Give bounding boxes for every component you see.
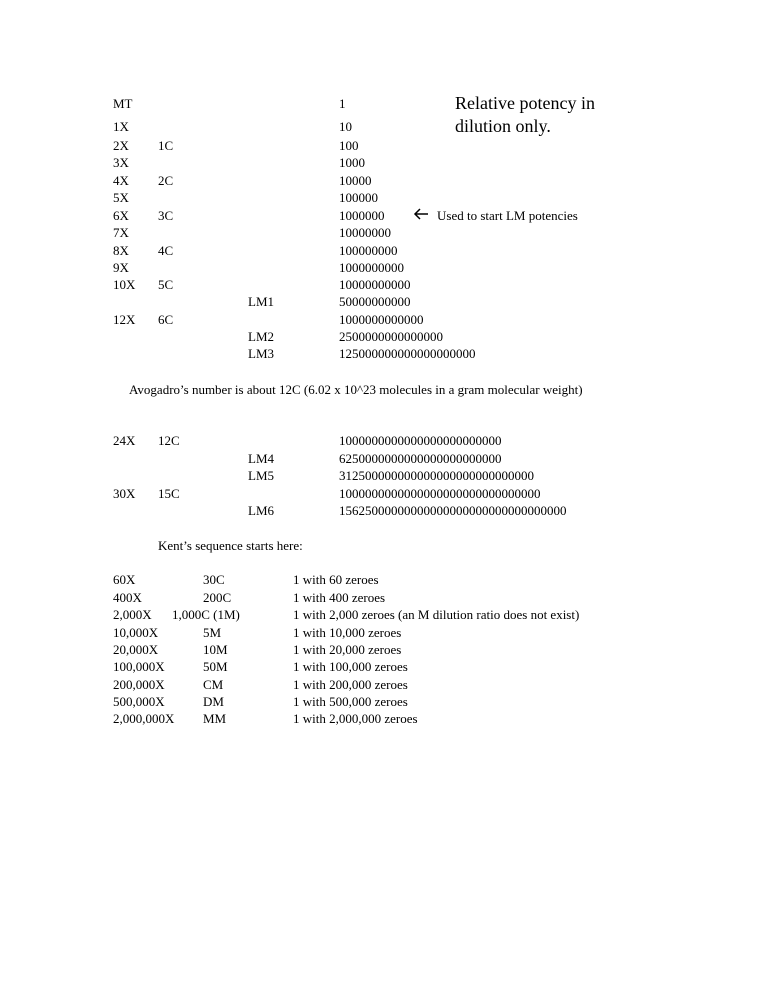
x-potency: 10,000X xyxy=(113,625,159,640)
heading-line-2: dilution only. xyxy=(455,116,551,136)
zeroes-description: 1 with 400 zeroes xyxy=(293,590,386,605)
avogadro-note xyxy=(113,381,633,398)
avogadro-text: Avogadro’s number is about 12C (6.02 x 10^23 molecules in a gram molecular weight) xyxy=(129,382,583,397)
zeroes-description: 1 with 20,000 zeroes xyxy=(293,642,402,657)
x-potency: 100,000X xyxy=(113,659,165,674)
zeroes-description: 1 with 2,000 zeroes (an M dilution ratio does not exist) xyxy=(293,607,580,622)
x-potency: 5X xyxy=(113,190,129,205)
c-potency: 15C xyxy=(158,486,180,501)
x-potency: 30X xyxy=(113,486,136,501)
zeroes-description: 1 with 100,000 zeroes xyxy=(293,659,408,674)
lm-potency: LM6 xyxy=(248,503,274,518)
dilution-ratio: 125000000000000000000 xyxy=(339,346,476,361)
dilution-ratio: 6250000000000000000000000 xyxy=(339,451,502,466)
x-potency: 2X xyxy=(113,138,129,153)
dilution-ratio: 15625000000000000000000000000000000 xyxy=(339,503,567,518)
c-potency: 6C xyxy=(158,312,174,327)
lm-potency: LM3 xyxy=(248,346,274,361)
c-potency: 10M xyxy=(203,642,228,657)
c-potency: 1,000C (1M) xyxy=(172,607,240,622)
x-potency: 2,000X xyxy=(113,607,152,622)
zeroes-description: 1 with 2,000,000 zeroes xyxy=(293,711,418,726)
dilution-ratio: 10000 xyxy=(339,173,372,188)
x-potency: 10X xyxy=(113,277,136,292)
x-potency: 400X xyxy=(113,590,142,605)
x-potency: 9X xyxy=(113,260,129,275)
x-potency: 60X xyxy=(113,572,136,587)
x-potency: 200,000X xyxy=(113,677,165,692)
dilution-ratio: 50000000000 xyxy=(339,294,411,309)
c-potency: 2C xyxy=(158,173,174,188)
x-potency: 2,000,000X xyxy=(113,711,175,726)
dilution-ratio: 1000000 xyxy=(339,208,385,223)
c-potency: 1C xyxy=(158,138,174,153)
x-potency: 4X xyxy=(113,173,129,188)
zeroes-description: 1 with 500,000 zeroes xyxy=(293,694,408,709)
dilution-ratio: 10000000000 xyxy=(339,277,411,292)
x-potency: 6X xyxy=(113,208,129,223)
c-potency: DM xyxy=(203,694,224,709)
x-potency: 500,000X xyxy=(113,694,165,709)
zeroes-description: 1 with 60 zeroes xyxy=(293,572,379,587)
c-potency: 5C xyxy=(158,277,174,292)
x-potency: 20,000X xyxy=(113,642,159,657)
x-potency: MT xyxy=(113,96,133,111)
dilution-ratio: 10 xyxy=(339,119,352,134)
dilution-ratio: 312500000000000000000000000000 xyxy=(339,468,534,483)
c-potency: 30C xyxy=(203,572,225,587)
heading-line-1: Relative potency in xyxy=(455,93,595,113)
dilution-ratio: 1000000000 xyxy=(339,260,404,275)
dilution-ratio: 2500000000000000 xyxy=(339,329,443,344)
x-potency: 1X xyxy=(113,119,129,134)
dilution-ratio: 1 xyxy=(339,96,346,111)
dilution-ratio: 1000000000000000000000000 xyxy=(339,433,502,448)
dilution-ratio: 1000 xyxy=(339,155,365,170)
x-potency: 12X xyxy=(113,312,136,327)
x-potency: 8X xyxy=(113,243,129,258)
c-potency: 50M xyxy=(203,659,228,674)
lm-potency: LM2 xyxy=(248,329,274,344)
c-potency: 4C xyxy=(158,243,174,258)
c-potency: 5M xyxy=(203,625,222,640)
x-potency: 3X xyxy=(113,155,129,170)
arrow-left-icon xyxy=(413,206,429,222)
c-potency: 3C xyxy=(158,208,174,223)
zeroes-description: 1 with 200,000 zeroes xyxy=(293,677,408,692)
x-potency: 24X xyxy=(113,433,136,448)
c-potency: MM xyxy=(203,711,227,726)
lm-start-note: Used to start LM potencies xyxy=(437,208,578,223)
c-potency: 200C xyxy=(203,590,232,605)
zeroes-description: 1 with 10,000 zeroes xyxy=(293,625,402,640)
lm-potency: LM1 xyxy=(248,294,274,309)
dilution-ratio: 1000000000000000000000000000000 xyxy=(339,486,541,501)
dilution-ratio: 1000000000000 xyxy=(339,312,424,327)
c-potency: 12C xyxy=(158,433,180,448)
dilution-ratio: 10000000 xyxy=(339,225,391,240)
kent-intro: Kent’s sequence starts here: xyxy=(158,538,303,553)
c-potency: CM xyxy=(203,677,224,692)
lm-potency: LM5 xyxy=(248,468,274,483)
dilution-ratio: 100000000 xyxy=(339,243,398,258)
dilution-ratio: 100 xyxy=(339,138,359,153)
x-potency: 7X xyxy=(113,225,129,240)
dilution-ratio: 100000 xyxy=(339,190,378,205)
lm-potency: LM4 xyxy=(248,451,274,466)
